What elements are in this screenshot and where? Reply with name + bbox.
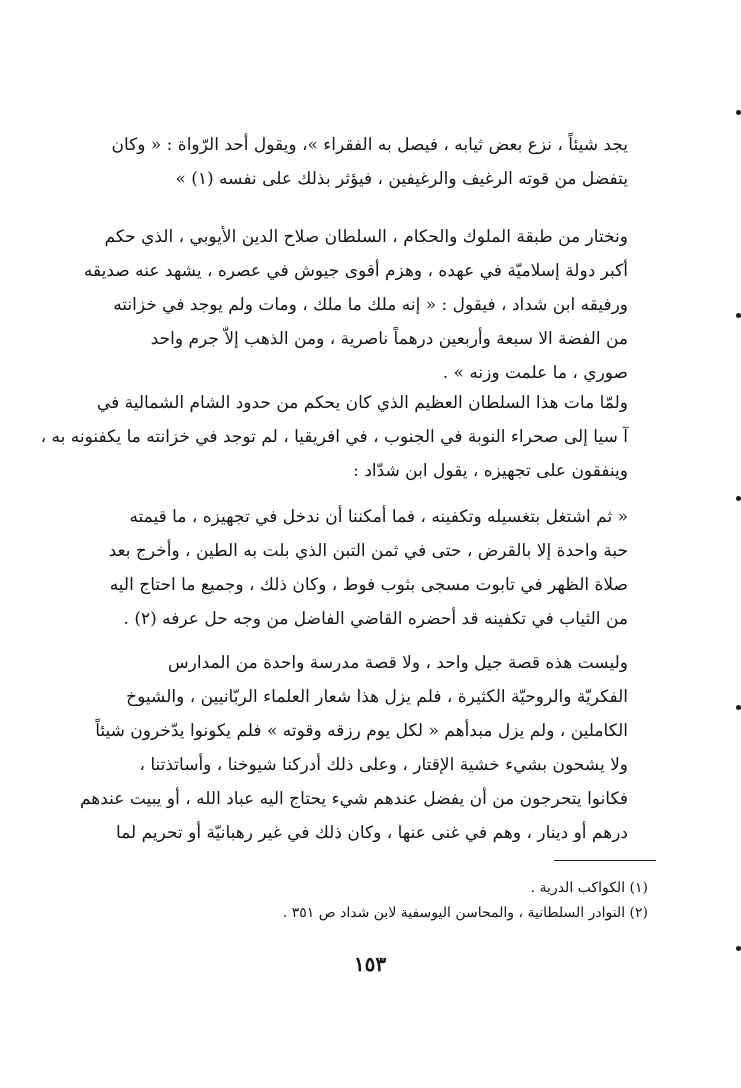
paragraph-2 (83, 220, 628, 390)
text-line: وينفقون على تجهيزه ، يقول ابن شدّاد : (353, 461, 628, 481)
text-line: الفكريّة والروحيّة الكثيرة ، فلم يزل هذا شعار العلماء الربّانيين ، والشيوخ (126, 687, 628, 707)
text-line: من الثياب في تكفينه قد أحضره القاضي الفاضل من وجه حل عرفه (٢) . (123, 609, 628, 629)
footnote-divider (554, 860, 656, 861)
footnote-2: (٢) النوادر السلطانية ، والمحاسن اليوسفية لابن شداد ص ٣٥١ . (282, 905, 648, 921)
margin-mark (736, 946, 741, 951)
text-line: ورفيقه ابن شداد ، فيقول : « إنه ملك ما ملك ، ومات ولم يوجد في خزانته (113, 295, 628, 315)
text-line: أكبر دولة إسلاميّة في عهده ، وهزم أقوى جيوش في عصره ، يشهد عنه صديقه (83, 261, 628, 281)
paragraph-1 (111, 128, 628, 196)
page-number: ١٥٣ (353, 952, 387, 976)
text-line: فكانوا يتحرجون من أن يفضل عندهم شيء يحتاج اليه عباد الله ، أو يبيت عندهم (79, 789, 628, 809)
margin-mark (736, 313, 741, 318)
text-line: يجد شيئاً ، نزع بعض ثيابه ، فيصل به الفقراء »، ويقول أحد الرّواة : « وكان (111, 135, 628, 155)
paragraph-4-quote (108, 500, 628, 636)
text-line: يتفضل من قوته الرغيف والرغيفين ، فيؤثر بذلك على نفسه (١) » (175, 169, 628, 189)
text-line: وليست هذه قصة جيل واحد ، ولا قصة مدرسة واحدة من المدارس (167, 653, 628, 673)
paragraph-5 (79, 646, 628, 850)
text-line: آ سيا إلى صحراء النوبة في الجنوب ، في افريقيا ، لم توجد في خزانته ما يكفنونه به ، (40, 427, 628, 447)
margin-mark (736, 496, 741, 501)
text-line: ونختار من طبقة الملوك والحكام ، السلطان صلاح الدين الأيوبي ، الذي حكم (104, 227, 628, 247)
text-line: صلاة الظهر في تابوت مسجى بثوب فوط ، وكان ذلك ، وجميع ما احتاج اليه (109, 575, 628, 595)
text-line: الكاملين ، ولم يزل مبدأهم « لكل يوم رزقه وقوته » فلم يكونوا يدّخرون شيئاً (95, 721, 628, 741)
text-line: ولا يشحون بشيء خشية الإقتار ، وعلى ذلك أدركنا شيوخنا ، وأساتذتنا ، (139, 755, 628, 775)
text-line: « ثم اشتغل بتغسيله وتكفينه ، فما أمكننا أن ندخل في تجهيزه ، ما قيمته (129, 507, 628, 527)
paragraph-3 (40, 386, 628, 488)
text-line: حبة واحدة إلا بالقرض ، حتى في ثمن التبن الذي بلت به الطين ، وأخرج بعد (108, 541, 628, 561)
margin-mark (736, 705, 741, 710)
text-line: من الفضة الا سبعة وأربعين درهماً ناصرية ، ومن الذهب إلاّ جرم واحد (150, 329, 628, 349)
text-line: درهم أو دينار ، وهم في غنى عنها ، وكان ذلك في غير رهبانيّة أو تحريم لما (116, 823, 628, 843)
text-line: صوري ، ما علمت وزنه » . (442, 363, 628, 383)
margin-mark (736, 110, 741, 115)
footnote-1: (١) الكواكب الدرية . (530, 880, 648, 896)
text-line: ولمّا مات هذا السلطان العظيم الذي كان يحكم من حدود الشام الشمالية في (96, 393, 628, 413)
